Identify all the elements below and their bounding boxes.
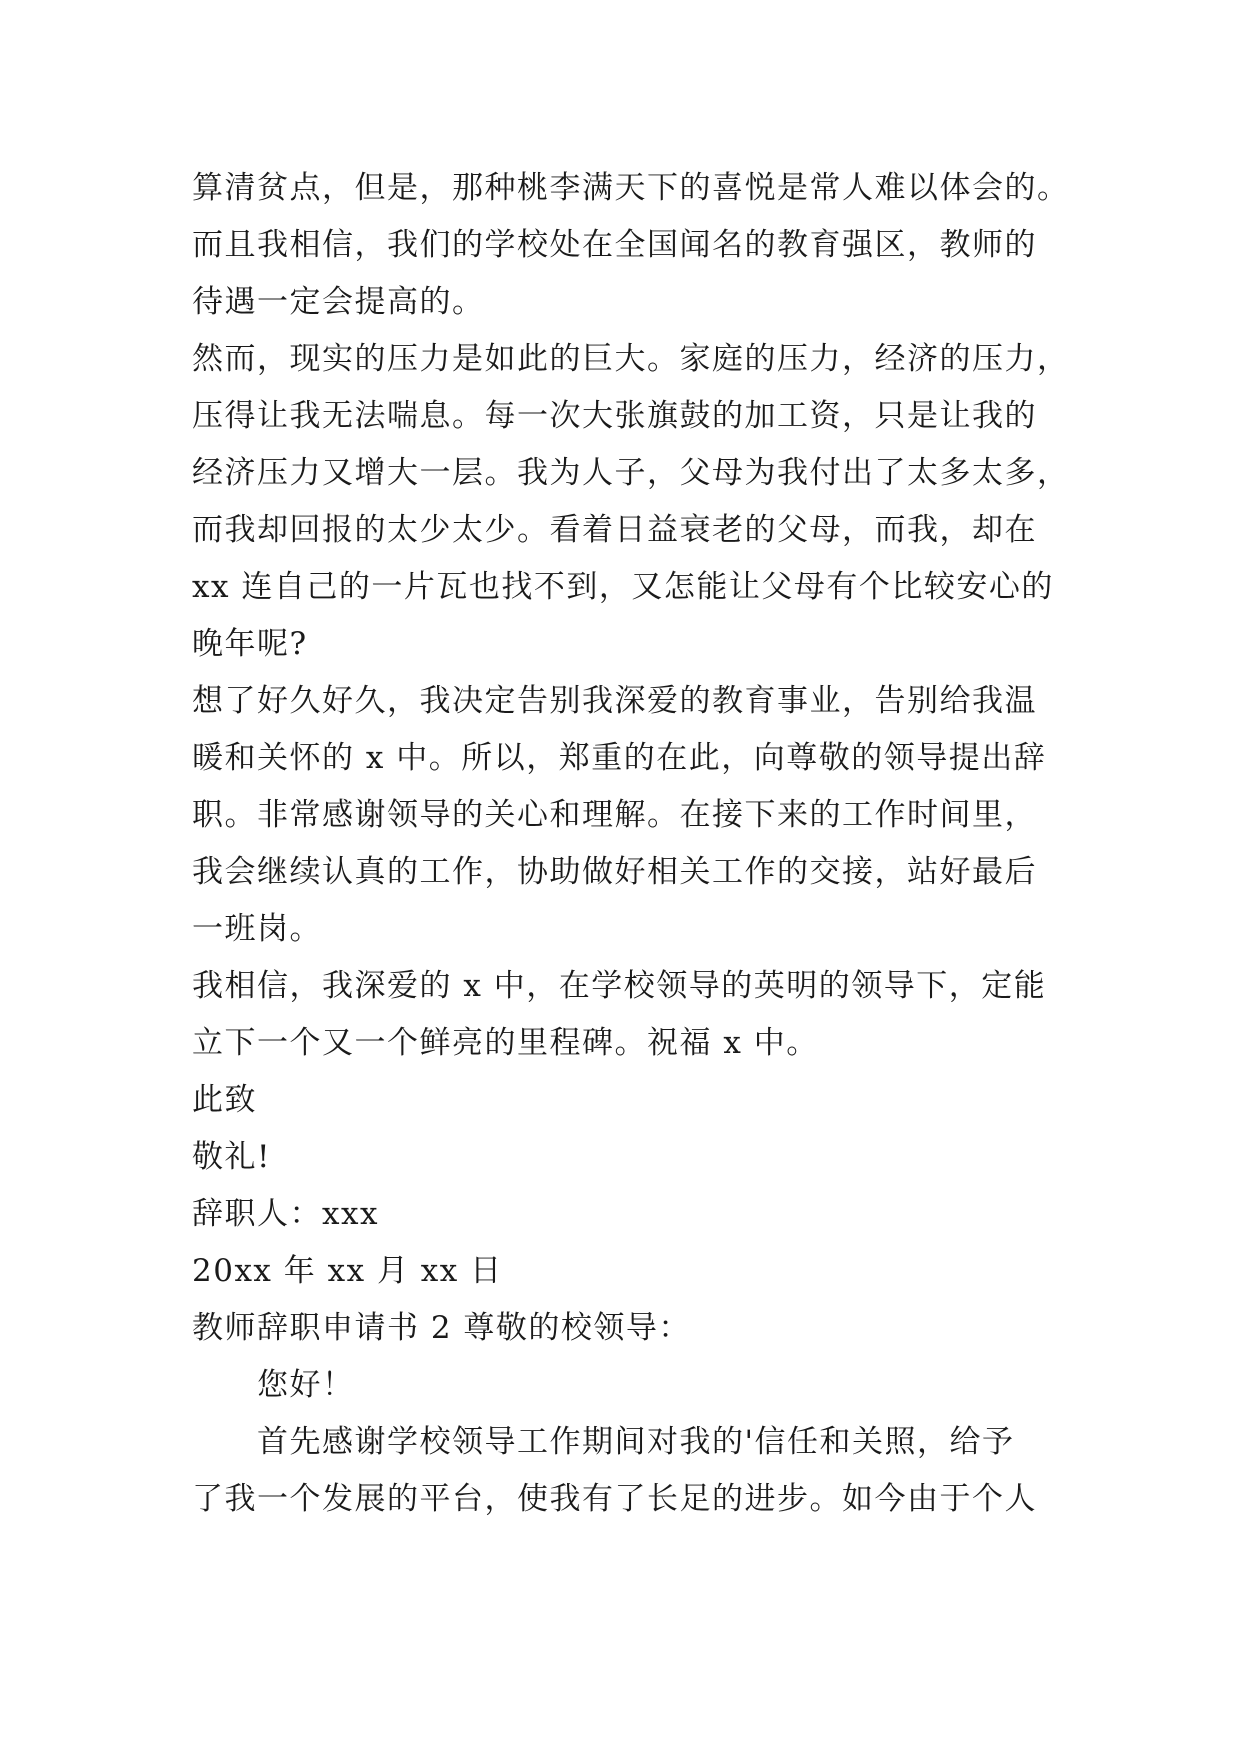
text-line: 经济压力又增大一层。我为人子，父母为我付出了太多太多， bbox=[192, 455, 1070, 491]
text-line: 职。非常感谢领导的关心和理解。在接下来的工作时间里， bbox=[192, 797, 1037, 833]
text-line: 而我却回报的太少太少。看着日益衰老的父母，而我，却在 bbox=[192, 512, 1037, 548]
text-line: 一班岗。 bbox=[192, 911, 322, 947]
signature-line: 辞职人：xxx bbox=[192, 1196, 379, 1232]
text-line: 晚年呢? bbox=[192, 626, 308, 662]
text-line: 了我一个发展的平台，使我有了长足的进步。如今由于个人 bbox=[192, 1481, 1037, 1517]
text-line: 我相信，我深爱的 x 中，在学校领导的英明的领导下，定能 bbox=[192, 968, 1047, 1004]
text-line: 待遇一定会提高的。 bbox=[192, 284, 485, 320]
text-line: 然而，现实的压力是如此的巨大。家庭的压力，经济的压力， bbox=[192, 341, 1070, 377]
text-line: 我会继续认真的工作，协助做好相关工作的交接，站好最后 bbox=[192, 854, 1037, 890]
text-line: 首先感谢学校领导工作期间对我的'信任和关照，给予 bbox=[257, 1424, 1015, 1460]
salutation-line: 此致 bbox=[192, 1082, 257, 1118]
date-line: 20xx 年 xx 月 xx 日 bbox=[192, 1253, 503, 1289]
text-line: 立下一个又一个鲜亮的里程碑。祝福 x 中。 bbox=[192, 1025, 819, 1061]
heading-line: 教师辞职申请书 2 尊敬的校领导： bbox=[192, 1310, 691, 1346]
salutation-line: 敬礼! bbox=[192, 1139, 271, 1175]
text-line: 算清贫点，但是，那种桃李满天下的喜悦是常人难以体会的。 bbox=[192, 170, 1070, 206]
text-line: xx 连自己的一片瓦也找不到，又怎能让父母有个比较安心的 bbox=[192, 569, 1054, 605]
text-line: 压得让我无法喘息。每一次大张旗鼓的加工资，只是让我的 bbox=[192, 398, 1037, 434]
greeting-line: 您好！ bbox=[257, 1367, 355, 1403]
text-line: 而且我相信，我们的学校处在全国闻名的教育强区，教师的 bbox=[192, 227, 1037, 263]
text-line: 想了好久好久，我决定告别我深爱的教育事业，告别给我温 bbox=[192, 683, 1037, 719]
text-line: 暖和关怀的 x 中。所以，郑重的在此，向尊敬的领导提出辞 bbox=[192, 740, 1047, 776]
